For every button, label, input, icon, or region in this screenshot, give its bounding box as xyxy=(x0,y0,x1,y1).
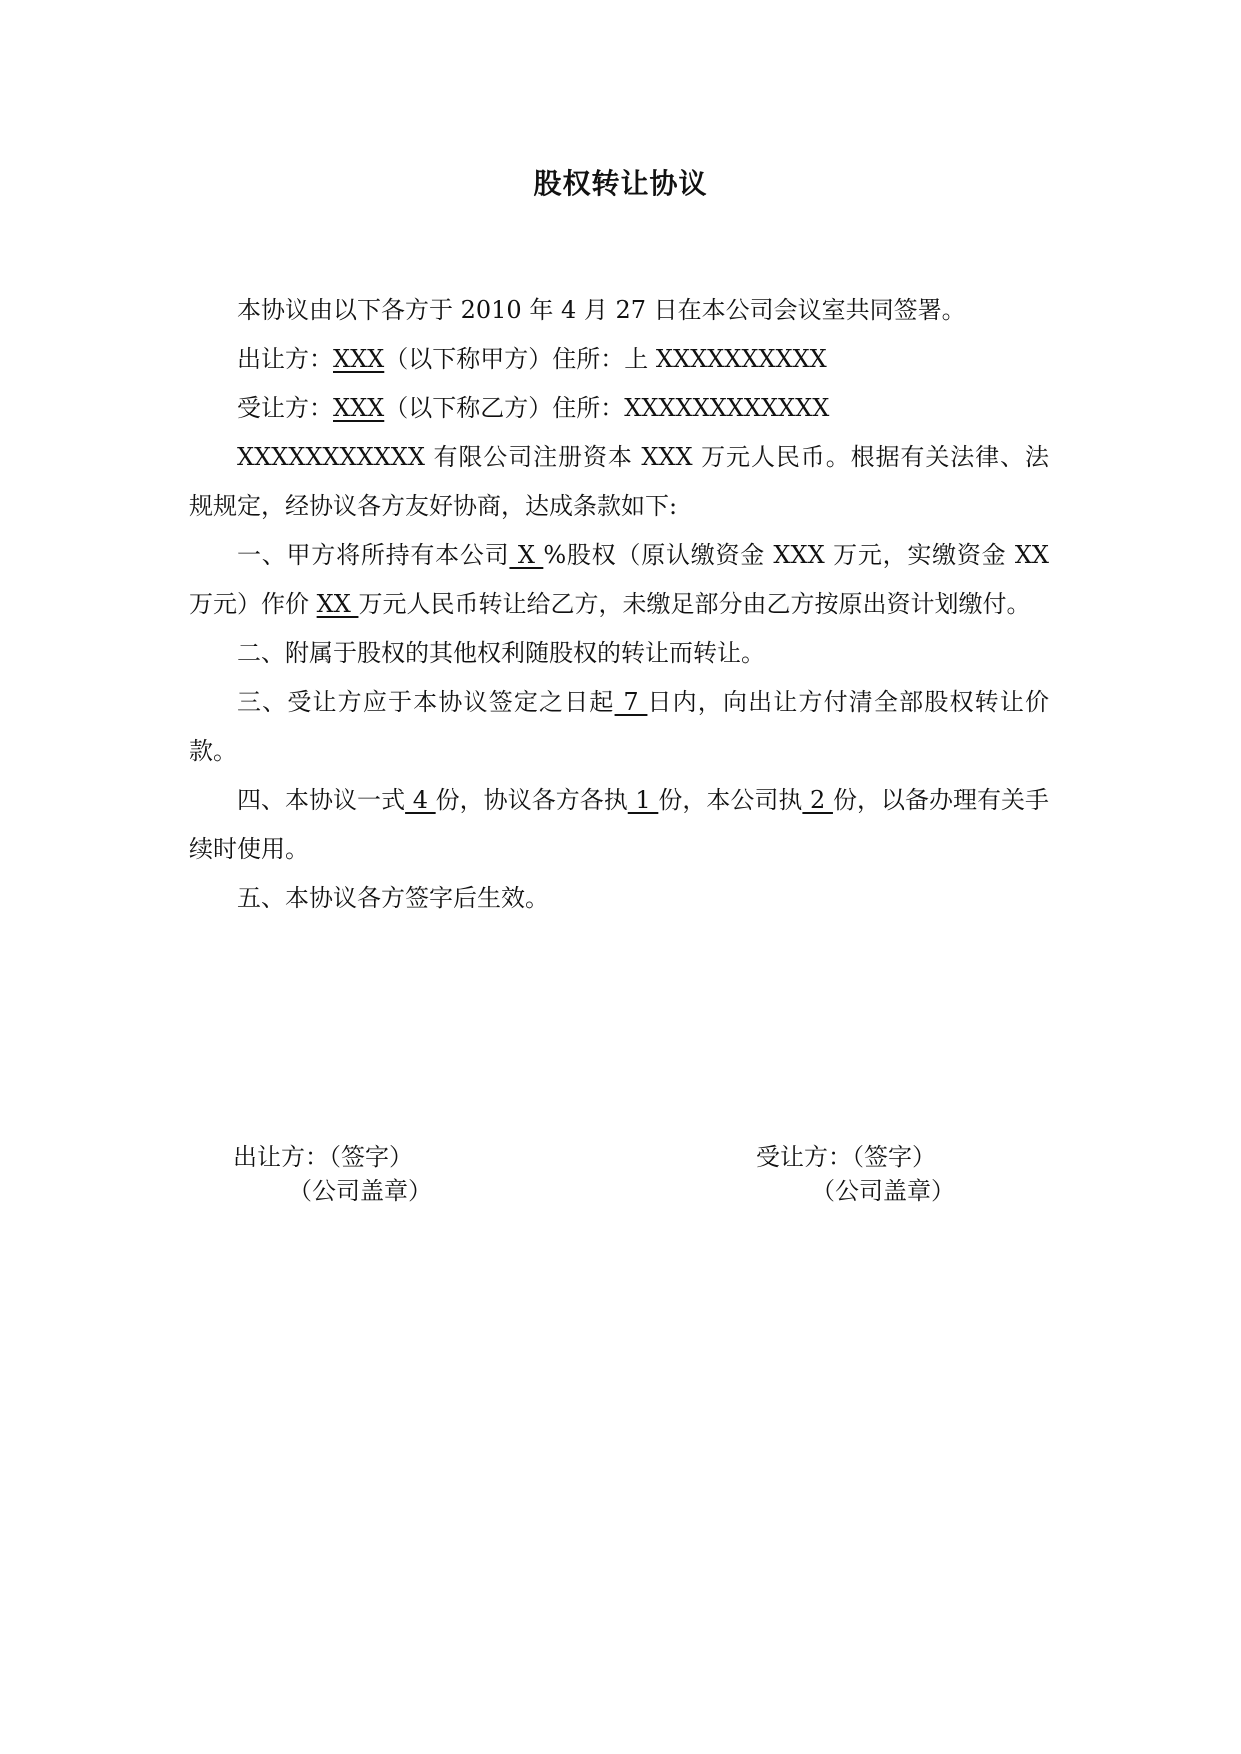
transferee-paragraph xyxy=(189,384,1049,433)
clause-2: 二、附属于股权的其他权利随股权的转让而转让。 xyxy=(237,639,765,667)
clause-4-part3: 份，本公司执 xyxy=(658,786,803,814)
clause-4-part2: 份，协议各方各执 xyxy=(435,786,628,814)
clause-1-part3: 万元人民币转让给乙方，未缴足部分由乙方按原出资计划缴付。 xyxy=(358,590,1031,618)
clause-1-part1: 一、甲方将所持有本公司 xyxy=(237,541,510,569)
transferee-signature-line: 受让方：（签字） xyxy=(756,1143,936,1171)
document-title: 股权转让协议 xyxy=(533,167,708,200)
clause-5: 五、本协议各方签字后生效。 xyxy=(237,884,549,912)
transferee-suffix: （以下称乙方）住所：XXXXXXXXXXXX xyxy=(384,394,830,422)
clause-4 xyxy=(189,776,1049,874)
clause-1-price: XX xyxy=(316,590,359,618)
clause-1 xyxy=(189,531,1049,629)
clause-4-copies: 4 xyxy=(405,786,436,814)
transferee-name: XXX xyxy=(333,394,385,422)
transferor-signature-block xyxy=(233,1140,432,1208)
transferor-signature-line: 出让方：（签字） xyxy=(233,1143,413,1171)
transferee-label: 受让方： xyxy=(237,394,333,422)
clause-3-part2: 日内，向出让方付清全部股权转让价款。 xyxy=(189,688,1049,765)
transferor-name: XXX xyxy=(333,345,385,373)
transferor-suffix: （以下称甲方）住所：上 XXXXXXXXXX xyxy=(384,345,827,373)
transferee-seal-line: （公司盖章） xyxy=(811,1177,955,1205)
clause-3-part1: 三、受让方应于本协议签定之日起 xyxy=(237,688,615,716)
clause-3-days: 7 xyxy=(614,688,648,716)
clause-4-part4: 份，以备办理有关手续时使用。 xyxy=(189,786,1050,863)
clause-1-percent: X xyxy=(509,541,544,569)
intro-paragraph: 本协议由以下各方于 2010 年 4 月 27 日在本公司会议室共同签署。 xyxy=(237,296,966,324)
transferor-paragraph xyxy=(189,335,1049,384)
clause-4-part1: 四、本协议一式 xyxy=(237,786,406,814)
transferor-seal-line: （公司盖章） xyxy=(288,1177,432,1205)
transferee-signature-block xyxy=(756,1140,955,1208)
clause-1-part2: %股权（原认缴资金 XXX 万元，实缴资金 XX 万元）作价 xyxy=(189,541,1050,618)
clause-4-company-copies: 2 xyxy=(802,786,833,814)
transferor-label: 出让方： xyxy=(237,345,333,373)
company-paragraph: XXXXXXXXXXX 有限公司注册资本 XXX 万元人民币。根据有关法律、法规规定，经协议各方友好协商，达成条款如下: xyxy=(189,443,1049,520)
document-body xyxy=(189,286,1049,923)
clause-4-each: 1 xyxy=(627,786,659,814)
clause-3 xyxy=(189,678,1049,776)
